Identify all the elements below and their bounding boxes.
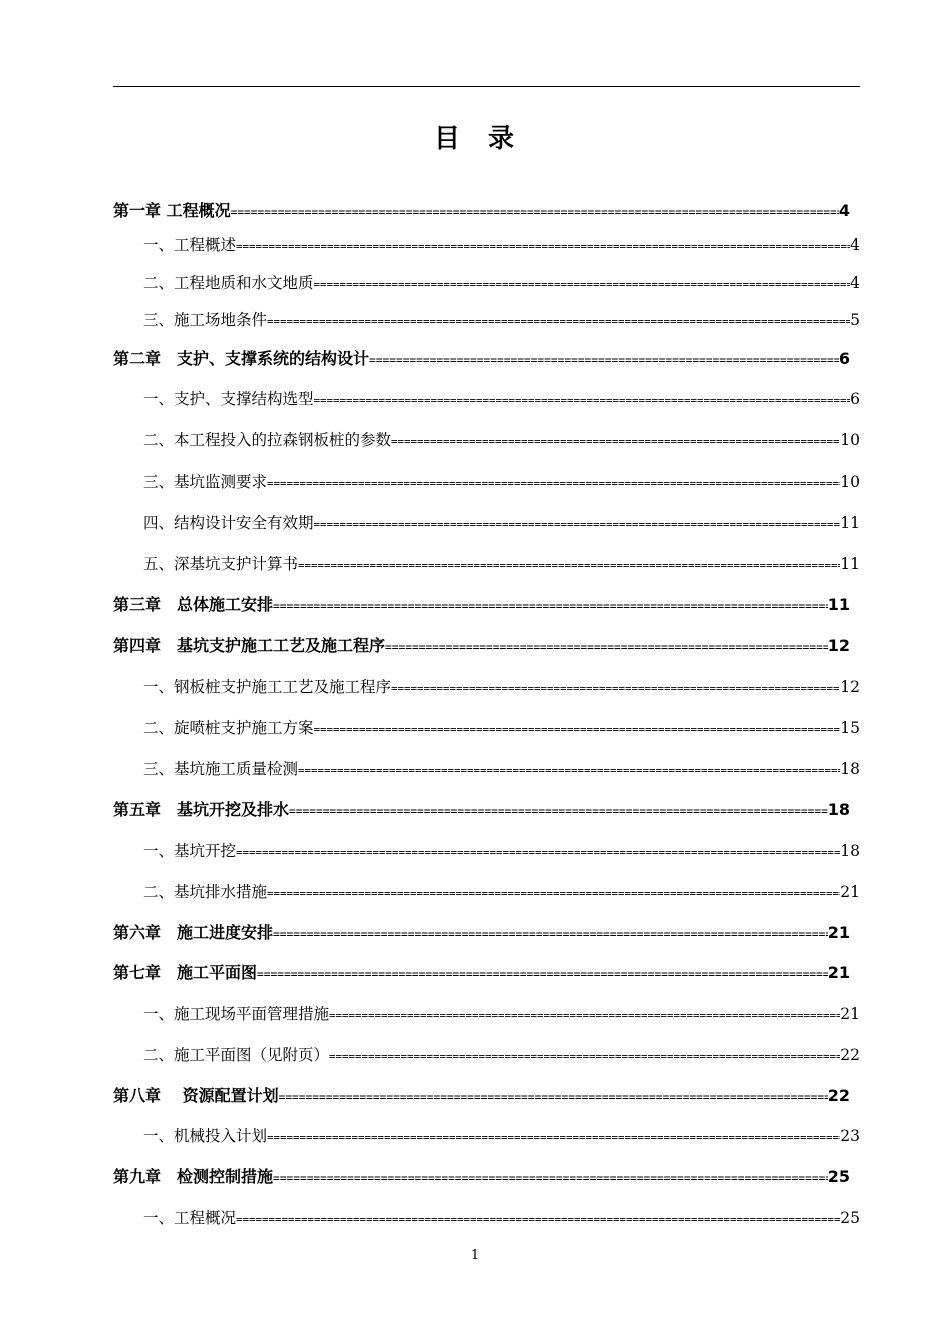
toc-entry-page: 6 [850, 390, 860, 408]
toc-entry-page: 22 [840, 1046, 860, 1064]
toc-section-entry[interactable] [143, 270, 860, 296]
toc-entry-label: 一、机械投入计划 [143, 1127, 268, 1145]
toc-entry-page: 18 [840, 760, 860, 778]
toc-entry-page: 4 [850, 274, 860, 292]
toc-section-entry[interactable] [143, 1205, 860, 1231]
toc-entry-page: 10 [840, 473, 860, 491]
title-char-right: 录 [488, 124, 517, 154]
toc-entry-page: 11 [840, 514, 860, 532]
toc-leader [329, 1003, 840, 1029]
toc-entry-page: 22 [827, 1086, 850, 1105]
toc-section-entry[interactable] [143, 307, 860, 333]
toc-section-entry[interactable] [143, 551, 860, 577]
toc-entry-label: 二、本工程投入的拉森钢板桩的参数 [143, 431, 392, 449]
toc-chapter-entry[interactable] [113, 198, 850, 224]
toc-chapter-entry[interactable] [113, 1164, 850, 1190]
toc-chapter-entry[interactable] [113, 920, 850, 946]
toc-entry-page: 21 [827, 923, 850, 942]
toc-leader [267, 471, 840, 497]
toc-entry-page: 25 [827, 1167, 850, 1186]
toc-entry-page: 18 [840, 842, 860, 860]
toc-leader [273, 922, 828, 948]
toc-leader [369, 348, 839, 374]
toc-leader [236, 840, 840, 866]
toc-entry-page: 12 [827, 636, 850, 655]
toc-entry-page: 5 [850, 311, 860, 329]
toc-section-entry[interactable] [143, 510, 860, 536]
title-char-left: 目 [433, 124, 462, 154]
toc-leader [267, 881, 840, 907]
toc-entry-label: 一、基坑开挖 [143, 842, 237, 860]
toc-leader [236, 1207, 840, 1233]
toc-entry-page: 11 [840, 555, 860, 573]
toc-leader [273, 1166, 828, 1192]
toc-section-entry[interactable] [143, 232, 860, 258]
toc-leader [391, 429, 840, 455]
toc-section-entry[interactable] [143, 715, 860, 741]
toc-section-entry[interactable] [143, 1042, 860, 1068]
toc-entry-label: 一、施工现场平面管理措施 [143, 1005, 330, 1023]
toc-entry-page: 18 [827, 800, 850, 819]
toc-entry-page: 10 [840, 431, 860, 449]
toc-entry-label: 二、施工平面图（见附页） [143, 1046, 330, 1064]
toc-entry-label: 五、深基坑支护计算书 [143, 555, 299, 573]
toc-chapter-entry[interactable] [113, 960, 850, 986]
toc-entry-label: 三、施工场地条件 [143, 311, 268, 329]
toc-section-entry[interactable] [143, 756, 860, 782]
toc-chapter-entry[interactable] [113, 346, 850, 372]
toc-section-entry[interactable] [143, 1001, 860, 1027]
toc-leader [267, 1125, 840, 1151]
toc-leader [257, 962, 828, 988]
toc-entry-label: 第五章 基坑开挖及排水 [113, 800, 290, 819]
toc-leader [314, 717, 841, 743]
toc-entry-label: 第一章 工程概况 [113, 201, 231, 220]
toc-leader [314, 272, 851, 298]
toc-section-entry[interactable] [143, 469, 860, 495]
toc-leader [329, 1044, 840, 1070]
toc-entry-label: 三、基坑监测要求 [143, 473, 268, 491]
toc-entry-label: 第二章 支护、支撑系统的结构设计 [113, 349, 370, 368]
toc-leader [391, 676, 840, 702]
toc-entry-page: 4 [838, 201, 850, 220]
toc-leader [236, 234, 850, 260]
toc-leader [273, 594, 828, 620]
toc-chapter-entry[interactable] [113, 797, 850, 823]
toc-entry-page: 11 [827, 595, 850, 614]
toc-entry-label: 第九章 检测控制措施 [113, 1167, 274, 1186]
toc-entry-label: 第四章 基坑支护施工工艺及施工程序 [113, 636, 386, 655]
toc-entry-page: 21 [827, 963, 850, 982]
page-number: 1 [470, 1248, 480, 1263]
toc-chapter-entry[interactable] [113, 1083, 850, 1109]
toc-leader [314, 512, 841, 538]
toc-entry-page: 23 [840, 1127, 860, 1145]
toc-section-entry[interactable] [143, 674, 860, 700]
toc-leader [298, 758, 840, 784]
toc-entry-page: 12 [840, 678, 860, 696]
toc-leader [314, 388, 851, 414]
toc-entry-label: 一、钢板桩支护施工工艺及施工程序 [143, 678, 392, 696]
toc-entry-page: 15 [840, 719, 860, 737]
toc-entry-label: 第三章 总体施工安排 [113, 595, 274, 614]
toc-entry-label: 一、工程概述 [143, 236, 237, 254]
toc-entry-label: 第八章 资源配置计划 [113, 1086, 279, 1105]
toc-section-entry[interactable] [143, 838, 860, 864]
toc-entry-label: 二、基坑排水措施 [143, 883, 268, 901]
toc-entry-page: 25 [840, 1209, 860, 1227]
toc-chapter-entry[interactable] [113, 592, 850, 618]
toc-entry-label: 第七章 施工平面图 [113, 963, 258, 982]
toc-entry-page: 21 [840, 1005, 860, 1023]
toc-entry-label: 第六章 施工进度安排 [113, 923, 274, 942]
toc-section-entry[interactable] [143, 1123, 860, 1149]
toc-entry-page: 4 [850, 236, 860, 254]
toc-leader [298, 553, 840, 579]
toc-entry-page: 6 [838, 349, 850, 368]
toc-leader [267, 309, 850, 335]
toc-leader [289, 799, 828, 825]
toc-section-entry[interactable] [143, 879, 860, 905]
toc-entry-label: 四、结构设计安全有效期 [143, 514, 314, 532]
toc-entry-label: 二、旋喷桩支护施工方案 [143, 719, 314, 737]
toc-leader [231, 200, 839, 226]
toc-leader [385, 635, 828, 661]
toc-section-entry[interactable] [143, 427, 860, 453]
toc-entry-label: 三、基坑施工质量检测 [143, 760, 299, 778]
toc-entry-label: 二、工程地质和水文地质 [143, 274, 314, 292]
toc-entry-page: 21 [840, 883, 860, 901]
toc-entry-label: 一、支护、支撑结构选型 [143, 390, 314, 408]
toc-section-entry[interactable] [143, 386, 860, 412]
toc-entry-label: 一、工程概况 [143, 1209, 237, 1227]
toc-leader [279, 1085, 828, 1111]
toc-chapter-entry[interactable] [113, 633, 850, 659]
